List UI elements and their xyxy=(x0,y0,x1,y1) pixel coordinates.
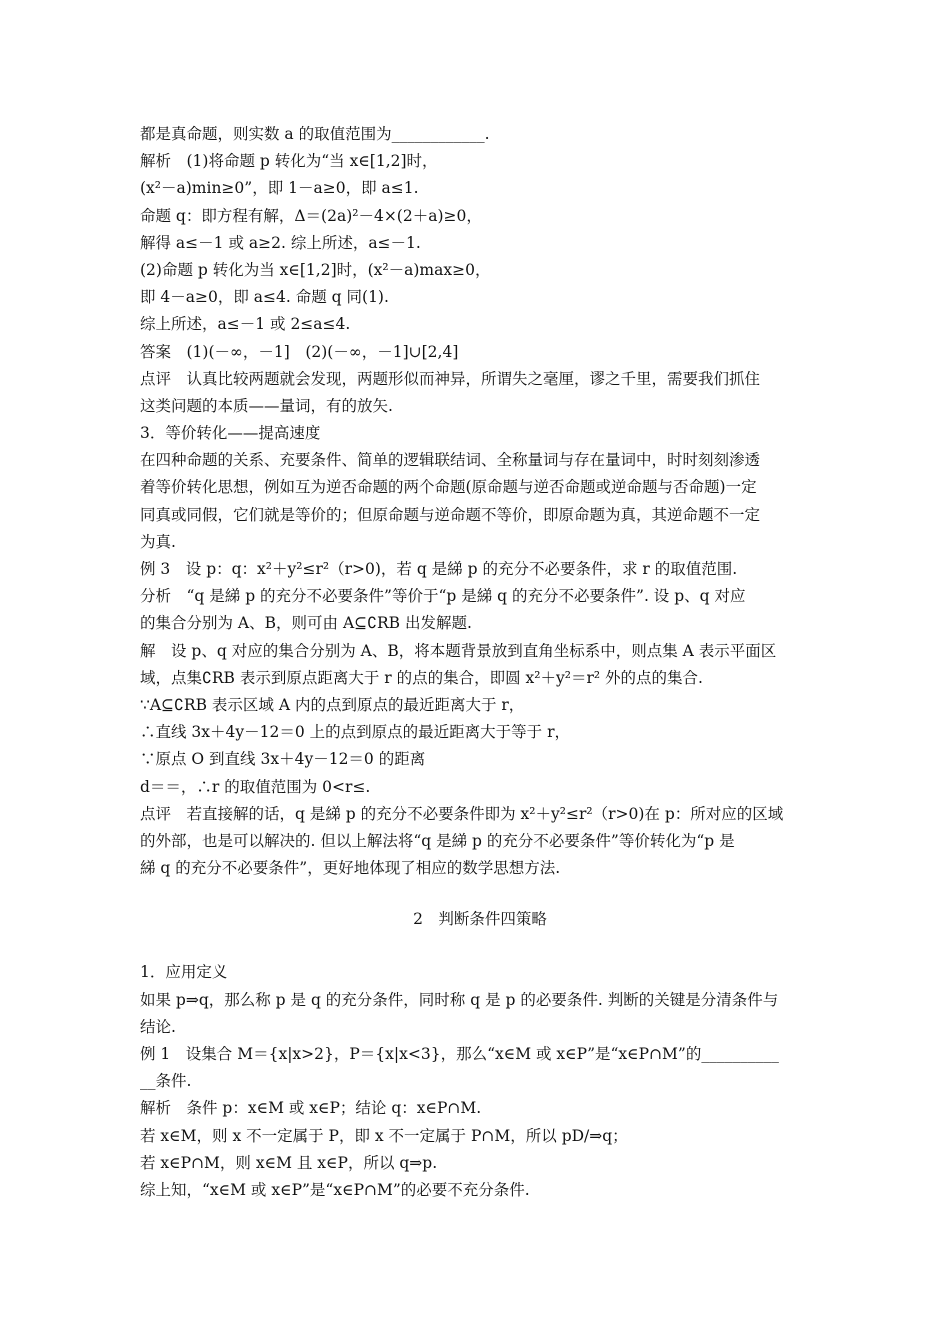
text-line: 答案 (1)(－∞，－1] (2)(－∞，－1]∪[2,4] xyxy=(140,342,459,361)
text-line: 綈 q 的充分不必要条件”，更好地体现了相应的数学思想方法. xyxy=(140,859,561,878)
text-line: 为真. xyxy=(140,532,176,551)
text-line: (2)命题 p 转化为当 x∈[1,2]时，(x²－a)max≥0， xyxy=(140,260,491,279)
text-line: 都是真命题，则实数 a 的取值范围为____________. xyxy=(140,125,490,143)
text-line: 即 4－a≥0，即 a≤4. 命题 q 同(1). xyxy=(140,288,389,307)
text-line: 命题 q：即方程有解，Δ＝(2a)²－4×(2＋a)≥0， xyxy=(140,206,482,225)
text-line: 例 3 设 p：q：x²＋y²≤r²（r>0)，若 q 是綈 p 的充分不必要条件，求 r 的取值范围. xyxy=(140,560,738,578)
section-1-body xyxy=(140,121,820,882)
text-line: __条件. xyxy=(140,1072,192,1091)
text-line: 例 1 设集合 M＝{x|x>2}，P＝{x|x<3}，那么“x∈M 或 x∈P”是“x∈P∩M”的__________ xyxy=(140,1045,779,1063)
document-page xyxy=(140,121,820,1204)
text-line: 若 x∈P∩M，则 x∈M 且 x∈P，所以 q⇒p. xyxy=(140,1153,438,1172)
text-line: ∵原点 O 到直线 3x＋4y－12＝0 的距离 xyxy=(140,750,426,769)
text-line: 解 设 p、q 对应的集合分别为 A、B，将本题背景放到直角坐标系中，则点集 A 表示平面区 xyxy=(140,641,777,660)
text-line: 结论. xyxy=(140,1017,176,1036)
text-line: 着等价转化思想，例如互为逆否命题的两个命题(原命题与逆否命题或逆命题与否命题)一定 xyxy=(140,478,757,497)
section-2-body xyxy=(140,959,820,1204)
text-line: 解析 条件 p：x∈M 或 x∈P；结论 q：x∈P∩M. xyxy=(140,1099,482,1118)
text-line: 分析 “q 是綈 p 的充分不必要条件”等价于“p 是綈 q 的充分不必要条件”. 设 p、q 对应 xyxy=(140,587,746,606)
text-line: 1．应用定义 xyxy=(140,963,228,982)
text-line: 的外部，也是可以解决的. 但以上解法将“q 是綈 p 的充分不必要条件”等价转化为“p 是 xyxy=(140,831,735,850)
text-line: 解析 (1)将命题 p 转化为“当 x∈[1,2]时， xyxy=(140,152,438,171)
text-line: 域，点集∁RB 表示到原点距离大于 r 的点的集合，即圆 x²＋y²＝r² 外的点的集合. xyxy=(140,668,703,687)
text-line: d＝＝，∴r 的取值范围为 0<r≤. xyxy=(140,777,371,796)
text-line: 在四种命题的关系、充要条件、简单的逻辑联结词、全称量词与存在量词中，时时刻刻渗透 xyxy=(140,451,761,470)
text-line: 同真或同假，它们就是等价的；但原命题与逆命题不等价，即原命题为真，其逆命题不一定 xyxy=(140,505,761,524)
text-line: 的集合分别为 A、B，则可由 A⊆∁RB 出发解题. xyxy=(140,614,472,633)
text-line: 综上知，“x∈M 或 x∈P”是“x∈P∩M”的必要不充分条件. xyxy=(140,1180,530,1199)
text-line: ∴直线 3x＋4y－12＝0 上的点到原点的最近距离大于等于 r， xyxy=(140,723,570,742)
text-line: 3．等价转化——提高速度 xyxy=(140,424,321,443)
text-line: 点评 认真比较两题就会发现，两题形似而神异，所谓失之毫厘，谬之千里，需要我们抓住 xyxy=(140,369,761,388)
text-line: 综上所述，a≤－1 或 2≤a≤4. xyxy=(140,315,351,334)
text-line: 若 x∈M，则 x 不一定属于 P，即 x 不一定属于 P∩M，所以 pD/⇒q； xyxy=(140,1126,628,1145)
text-line: (x²－a)min≥0”，即 1－a≥0，即 a≤1. xyxy=(140,179,419,198)
text-line: 点评 若直接解的话，q 是綈 p 的充分不必要条件即为 x²＋y²≤r²（r>0)在 p：所对应的区域 xyxy=(140,804,784,823)
text-line: 解得 a≤－1 或 a≥2. 综上所述，a≤－1. xyxy=(140,233,421,252)
text-line: 如果 p⇒q，那么称 p 是 q 的充分条件，同时称 q 是 p 的必要条件. 判断的关键是分清条件与 xyxy=(140,990,779,1009)
text-line: 这类问题的本质——量词，有的放矢. xyxy=(140,396,393,415)
text-line: ∵A⊆∁RB 表示区域 A 内的点到原点的最近距离大于 r， xyxy=(140,695,525,714)
section-heading: 2 判断条件四策略 xyxy=(413,910,547,929)
